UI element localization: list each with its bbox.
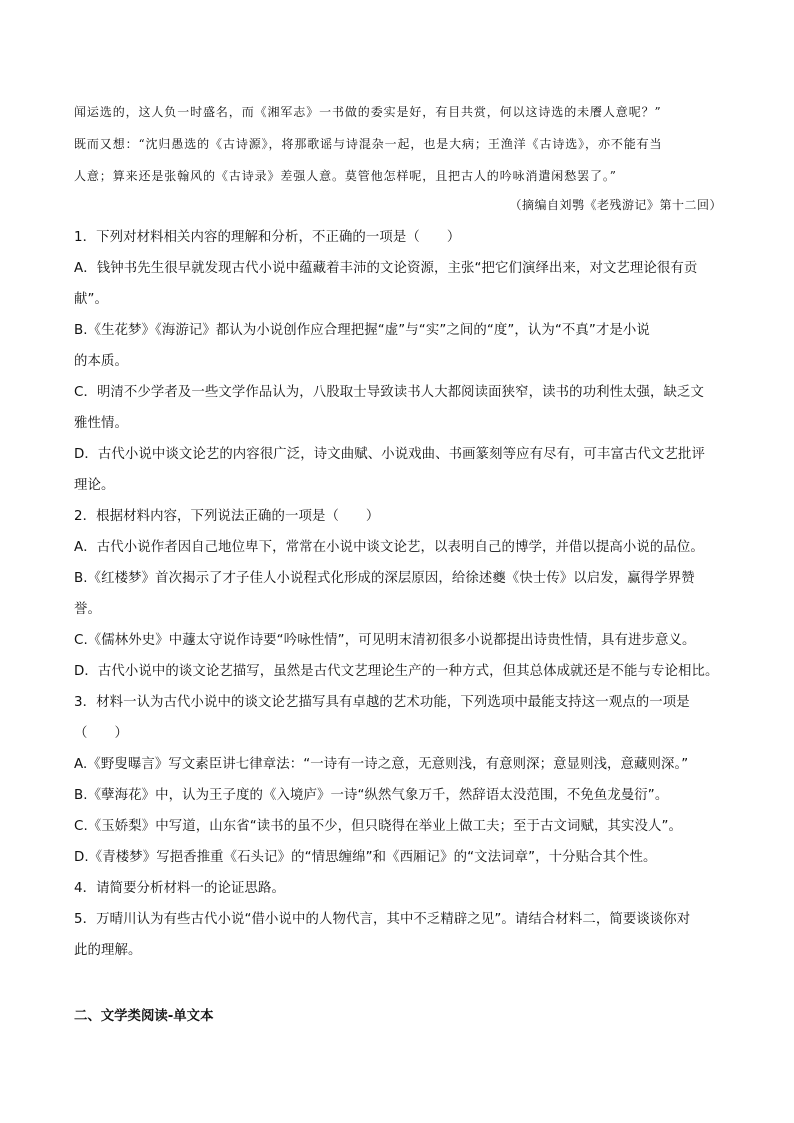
- question-4-stem: 4．请简要分析材料一的论证思路。: [74, 881, 285, 896]
- passage-line-2: 既而又想：“沈归愚选的《古诗源》，将那歌谣与诗混杂一起，也是大病；王渔洋《古诗选》，亦不能有当: [74, 137, 663, 151]
- question-1-option-b-cont: 的本质。: [74, 354, 128, 369]
- question-1-option-c-cont: 雅性情。: [74, 416, 128, 431]
- question-5-stem-cont: 此的理解。: [74, 943, 142, 958]
- question-3-stem: 3．材料一认为古代小说中的谈文论艺描写具有卓越的艺术功能，下列选项中最能支持这一观点的一项是: [74, 695, 690, 710]
- question-1-option-a: A．钱钟书先生很早就发现古代小说中蕴藏着丰沛的文论资源，主张“把它们演绎出来，对文艺理论很有贡: [74, 261, 698, 276]
- question-2-option-c: C.《儒林外史》中蘧太守说作诗要“吟咏性情”，可见明末清初很多小说都提出诗贵性情，具有进步意义。: [74, 633, 696, 648]
- question-5-stem: 5．万晴川认为有些古代小说“借小说中的人物代言，其中不乏精辟之见”。请结合材料二，简要谈谈你对: [74, 912, 691, 927]
- question-2-option-d: D．古代小说中的谈文论艺描写，虽然是古代文艺理论生产的一种方式，但其总体成就还是不能与专论相比。: [74, 664, 719, 679]
- question-3-option-b: B.《孽海花》中，认为王子度的《入境庐》一诗“纵然气象万千，然辞语太没范围，不免鱼龙曼衍”。: [74, 788, 669, 803]
- question-3-option-a: A.《野叟曝言》写文素臣讲七律章法：“一诗有一诗之意，无意则浅，有意则深；意显则浅，意藏则深。”: [74, 757, 689, 772]
- question-2-option-a: A．古代小说作者因自己地位卑下，常常在小说中谈文论艺，以表明自己的博学，并借以提高小说的品位。: [74, 540, 704, 555]
- passage-line-3: 人意；算来还是张翰风的《古诗录》差强人意。莫管他怎样呢，且把古人的吟咏消遣闲愁罢了。”: [74, 169, 617, 183]
- question-1-option-d: D．古代小说中谈文论艺的内容很广泛，诗文曲赋、小说戏曲、书画篆刻等应有尽有，可丰富古代文艺批评: [74, 447, 705, 462]
- section-title: 二、文学类阅读-单文本: [74, 1009, 214, 1024]
- question-2-option-b: B.《红楼梦》首次揭示了才子佳人小说程式化形成的深层原因，给徐述夔《快士传》以启发，赢得学界赞: [74, 571, 695, 586]
- question-2-option-b-cont: 誉。: [74, 602, 101, 617]
- question-1-option-d-cont: 理论。: [74, 478, 115, 493]
- passage-line-1: 闻运选的，这人负一时盛名，而《湘军志》一书做的委实是好，有目共赏，何以这诗选的未餍人意呢？”: [74, 105, 662, 119]
- question-1-stem: 1．下列对材料相关内容的理解和分析，不正确的一项是（ ）: [74, 230, 461, 245]
- passage-source: （摘编自刘鹗《老残游记》第十二回）: [509, 198, 722, 212]
- question-3-stem-cont: （ ）: [74, 726, 128, 741]
- question-3-option-d: D.《青楼梦》写挹香推重《石头记》的“情思缠绵”和《西厢记》的“文法词章”，十分贴合其个性。: [74, 850, 657, 865]
- question-3-option-c: C.《玉娇梨》中写道，山东省“读书的虽不少，但只晓得在举业上做工夫；至于古文词赋，其实没人”。: [74, 819, 682, 834]
- question-1-option-c: C．明清不少学者及一些文学作品认为，八股取士导致读书人大都阅读面狭窄，读书的功利性太强，缺乏文: [74, 385, 705, 400]
- question-1-option-b: B.《生花梦》《海游记》都认为小说创作应合理把握“虚”与“实”之间的“度”，认为“不真”才是小说: [74, 323, 650, 338]
- question-2-stem: 2．根据材料内容，下列说法正确的一项是（ ）: [74, 509, 380, 524]
- question-1-option-a-cont: 献”。: [74, 292, 109, 307]
